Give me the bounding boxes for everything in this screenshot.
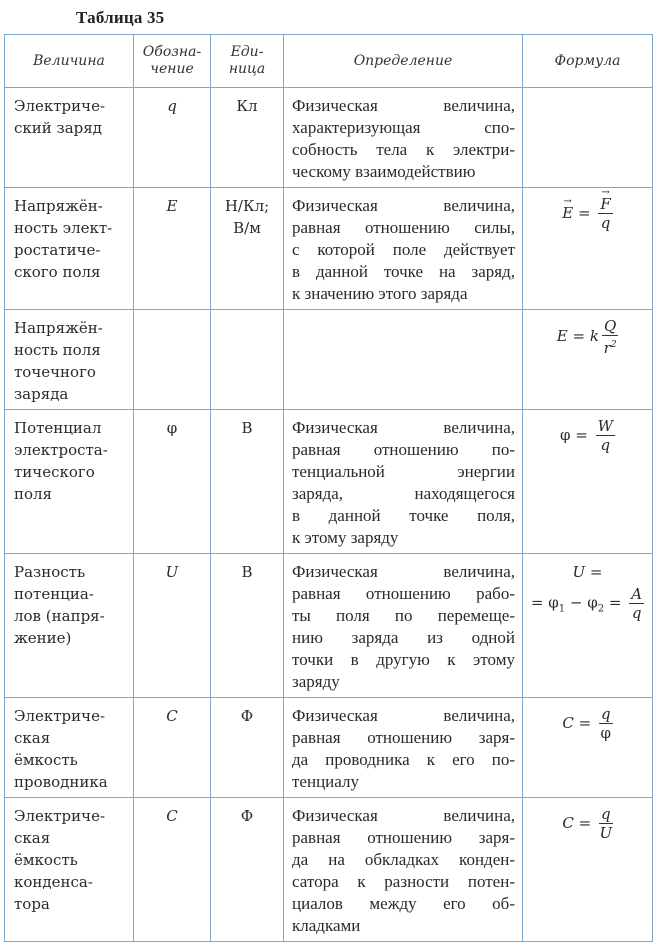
symbol-cell: C bbox=[134, 798, 211, 942]
numerator: W bbox=[597, 417, 614, 435]
table-row bbox=[5, 410, 653, 554]
fraction bbox=[629, 585, 644, 622]
table-row bbox=[5, 88, 653, 188]
coefficient: k bbox=[589, 327, 599, 345]
numerator: q bbox=[601, 705, 611, 723]
definition-cell bbox=[284, 310, 523, 410]
quantity-cell: Электриче- ский заряд bbox=[5, 88, 134, 188]
quantity-cell: Напряжён- ность поля точечного заряда bbox=[5, 310, 134, 410]
lhs: C bbox=[562, 713, 574, 732]
formula-cell bbox=[523, 698, 653, 798]
denominator: φ bbox=[600, 724, 612, 742]
definition-cell: Физическая величина, равная отношению заря- да на обкладках конден- сатора к разности потен- циалов между его об- кладками bbox=[284, 798, 523, 942]
fraction bbox=[598, 195, 612, 232]
header-symbol: Обозна- чение bbox=[134, 35, 211, 88]
denominator: q bbox=[600, 214, 611, 232]
quantity-cell: Электриче- ская ёмкость конденса- тора bbox=[5, 798, 134, 942]
table-row bbox=[5, 554, 653, 698]
unit-cell: Ф bbox=[211, 798, 284, 942]
definition-cell: Физическая величина, равная отношению силы, с которой поле действует в данной точке на заряд, к значению этого заряда bbox=[284, 188, 523, 310]
equals-sign: = bbox=[578, 813, 592, 832]
equals-sign: = bbox=[577, 203, 591, 222]
symbol-cell: C bbox=[134, 698, 211, 798]
lhs: φ bbox=[559, 425, 571, 444]
quantity-cell: Разность потенциа- лов (напря- жение) bbox=[5, 554, 134, 698]
unit-cell: В bbox=[211, 554, 284, 698]
symbol-cell: φ bbox=[134, 410, 211, 554]
equals-sign: = bbox=[572, 327, 586, 345]
definition-cell: Физическая величина, равная отношению заря- да проводника к его по- тенциалу bbox=[284, 698, 523, 798]
formula-cell bbox=[523, 554, 653, 698]
unit-cell: Кл bbox=[211, 88, 284, 188]
quantity-cell: Потенциал электроста- тического поля bbox=[5, 410, 134, 554]
unit-cell: Ф bbox=[211, 698, 284, 798]
header-row bbox=[5, 35, 653, 88]
header-quantity: Величина bbox=[5, 35, 134, 88]
symbol-cell: U bbox=[134, 554, 211, 698]
denominator: U bbox=[599, 824, 613, 842]
unit-cell: Н/Кл; В/м bbox=[211, 188, 284, 310]
formula-line-1: U = bbox=[572, 563, 603, 581]
definition-cell: Физическая величина, равная отношению рабо- ты поля по перемеще- нию заряда из одной точки в другую к этому заряду bbox=[284, 554, 523, 698]
formula bbox=[562, 805, 613, 842]
numerator: q bbox=[601, 805, 611, 823]
symbol-cell: E bbox=[134, 188, 211, 310]
formula-cell bbox=[523, 188, 653, 310]
lhs: E bbox=[556, 327, 568, 345]
formula bbox=[562, 705, 612, 742]
vector-lhs: → E bbox=[562, 202, 573, 224]
unit-cell bbox=[211, 310, 284, 410]
table-row bbox=[5, 188, 653, 310]
numerator: A bbox=[631, 585, 643, 603]
formula bbox=[559, 417, 615, 454]
formula-line-2: = $\varphi_1 - \varphi_2$ = $\frac{A}{q}$ bbox=[530, 585, 643, 622]
table-row bbox=[5, 310, 653, 410]
denominator: q bbox=[600, 436, 611, 454]
quantity-cell: Электриче- ская ёмкость проводника bbox=[5, 698, 134, 798]
numerator: → F bbox=[600, 195, 610, 213]
symbol-cell bbox=[134, 310, 211, 410]
table-title: Таблица 35 bbox=[76, 8, 165, 27]
formula-cell bbox=[523, 88, 653, 188]
table-row bbox=[5, 798, 653, 942]
formula-cell bbox=[523, 410, 653, 554]
header-definition: Определение bbox=[284, 35, 523, 88]
definition-cell: Физическая величина, равная отношению по- тенциальной энергии заряда, находящегося в данной точке поля, к этому заряду bbox=[284, 410, 523, 554]
header-unit: Еди- ница bbox=[211, 35, 284, 88]
denominator: q bbox=[631, 604, 642, 622]
fraction bbox=[599, 705, 613, 742]
fraction bbox=[602, 317, 618, 357]
header-formula: Формула bbox=[523, 35, 653, 88]
equals-sign: = bbox=[575, 425, 588, 444]
quantity-cell: Напряжён- ность элект- ростатиче- ского поля bbox=[5, 188, 134, 310]
lhs: C bbox=[562, 813, 574, 832]
formula bbox=[556, 317, 619, 357]
formula-cell bbox=[523, 310, 653, 410]
numerator: Q bbox=[603, 317, 617, 335]
formula-cell bbox=[523, 798, 653, 942]
unit-cell: В bbox=[211, 410, 284, 554]
denominator: $r^2$ bbox=[603, 339, 617, 357]
symbol-cell: q bbox=[134, 88, 211, 188]
table-row bbox=[5, 698, 653, 798]
formula bbox=[562, 195, 613, 232]
definition-cell: Физическая величина, характеризующая спо- собность тела к электри- ческому взаимодействию bbox=[284, 88, 523, 188]
equals-sign: = bbox=[578, 713, 592, 732]
physics-quantities-table bbox=[4, 34, 653, 942]
fraction bbox=[599, 805, 613, 842]
fraction bbox=[596, 417, 615, 454]
